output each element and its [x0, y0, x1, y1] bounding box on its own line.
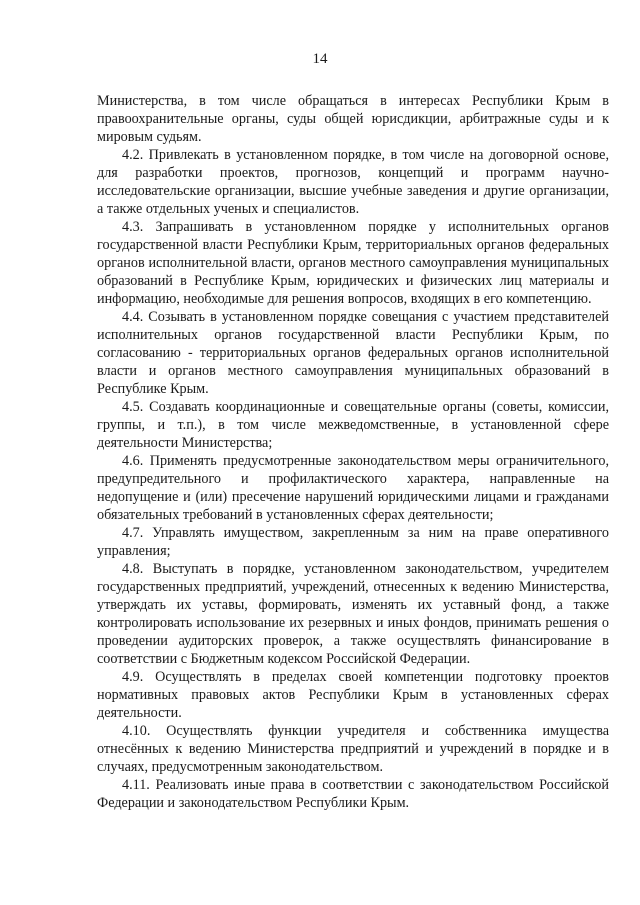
paragraph-4-10: 4.10. Осуществлять функции учредителя и собственника имущества отнесённых к ведению Министерства предприятий и учреждений в порядке и в случаях, предусмотренным законодательством.	[97, 723, 609, 775]
paragraph-4-11: 4.11. Реализовать иные права в соответствии с законодательством Российской Федерации и законодательством Республики Крым.	[97, 777, 609, 811]
paragraph-continuation: Министерства, в том числе обращаться в интересах Республики Крым в правоохранительные органы, суды общей юрисдикции, арбитражные суды и к мировым судьям.	[97, 93, 609, 145]
page-number: 14	[312, 51, 328, 67]
paragraph-4-2: 4.2. Привлекать в установленном порядке, в том числе на договорной основе, для разработки проектов, прогнозов, концепций и программ научно-исследовательские организации, высшие учебные заведения и другие организации, а также отдельных ученых и специалистов.	[97, 147, 609, 217]
paragraph-4-7: 4.7. Управлять имуществом, закрепленным за ним на праве оперативного управления;	[97, 525, 609, 559]
paragraph-4-6: 4.6. Применять предусмотренные законодательством меры ограничительного, предупредительного и профилактического характера, направленные на недопущение и (или) пресечение нарушений юридическими лицами и гражданами обязательных требований в установленных сферах деятельности;	[97, 453, 609, 523]
paragraph-4-3: 4.3. Запрашивать в установленном порядке у исполнительных органов государственной власти Республики Крым, территориальных органов федеральных органов исполнительной власти, органов местного самоуправления муниципальных образований в Республике Крым, юридических и физических лиц материалы и информацию, необходимые для решения вопросов, входящих в его компетенцию.	[97, 219, 609, 307]
paragraph-4-9: 4.9. Осуществлять в пределах своей компетенции подготовку проектов нормативных правовых актов Республики Крым в установленных сферах деятельности.	[97, 669, 609, 721]
paragraph-4-4: 4.4. Созывать в установленном порядке совещания с участием представителей исполнительных органов государственной власти Республики Крым, по согласованию - территориальных органов федеральных органов исполнительной власти и органов местного самоуправления муниципальных образований в Республике Крым.	[97, 309, 609, 397]
paragraph-4-8: 4.8. Выступать в порядке, установленном законодательством, учредителем государственных предприятий, учреждений, отнесенных к ведению Министерства, утверждать их уставы, формировать, изменять их уставный фонд, а также контролировать использование их резервных и иных фондов, принимать решения о проведении аудиторских проверок, а также осуществлять финансирование в соответствии с Бюджетным кодексом Российской Федерации.	[97, 561, 609, 667]
document-body	[97, 92, 609, 812]
paragraph-4-5: 4.5. Создавать координационные и совещательные органы (советы, комиссии, группы, и т.п.), в том числе межведомственные, в установленной сфере деятельности Министерства;	[97, 399, 609, 451]
